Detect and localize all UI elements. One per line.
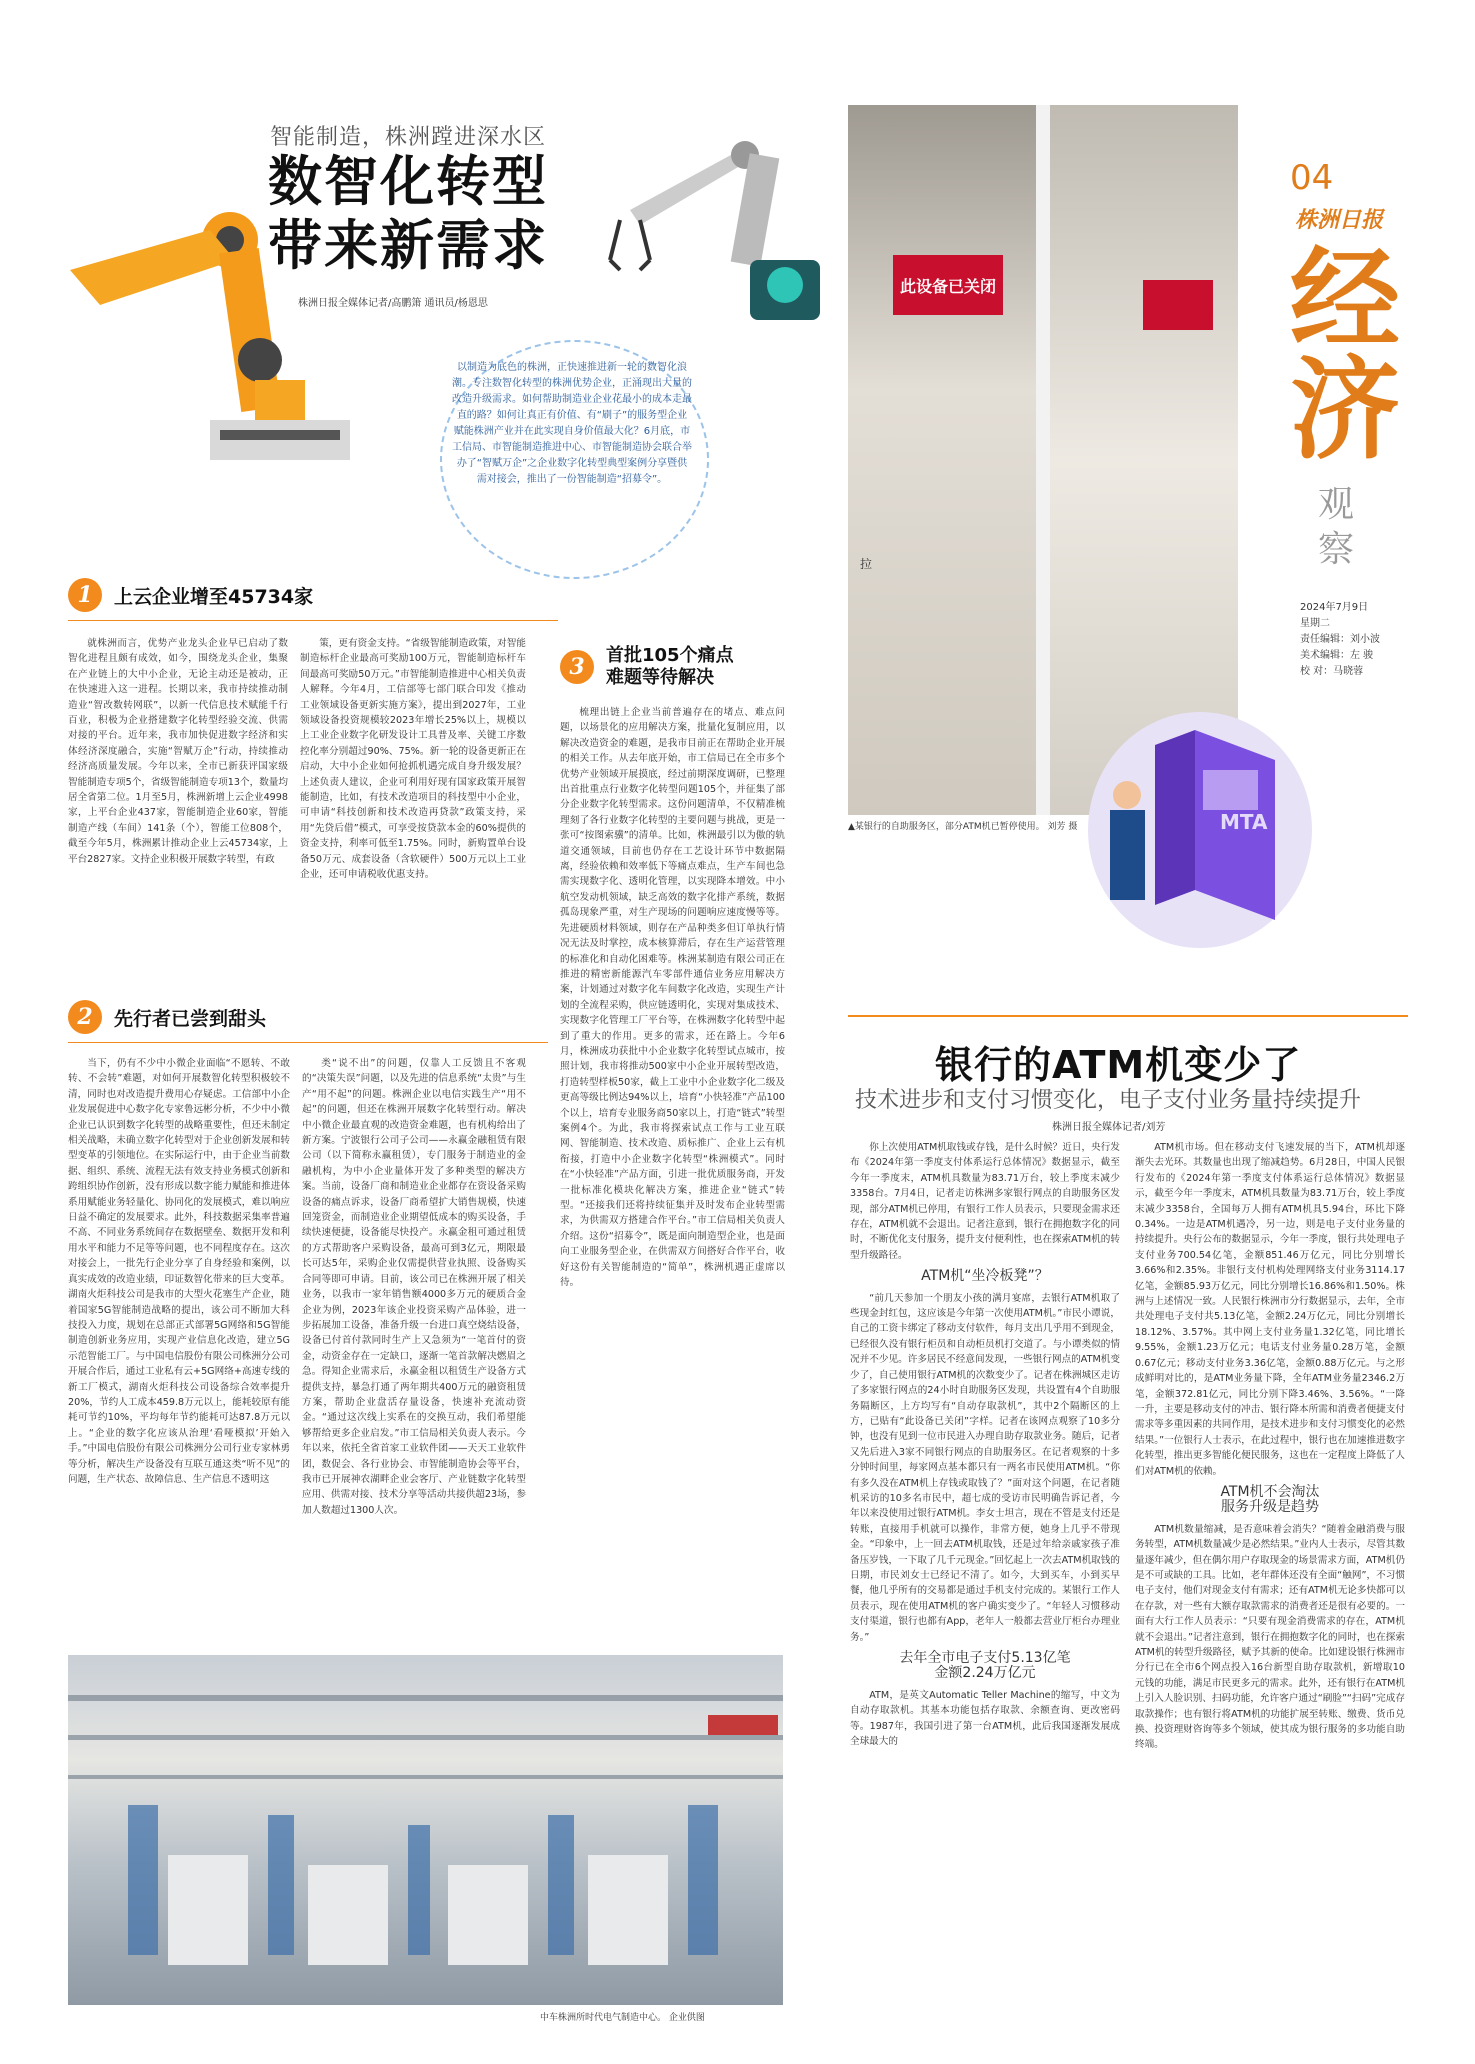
section-2-header bbox=[68, 1000, 266, 1034]
atm-article-top-rule bbox=[848, 1015, 1408, 1017]
atm-subheadline: 技术进步和支付习惯变化，电子支付业务量持续提升 bbox=[855, 1088, 1362, 1113]
pull-label: 拉 bbox=[860, 557, 873, 571]
masthead-info bbox=[1300, 600, 1380, 680]
atm-col1-end: ATM，是英文Automatic Teller Machine的缩写，中文为自动存取款机。其基本功能包括存取款、余额查询、更改密码等。1987年，我国引进了第一台ATM机，此后我国逐渐发展成全球最大的 bbox=[850, 1689, 1120, 1748]
observe-char-1: 观 bbox=[1318, 484, 1355, 525]
factory-photo-caption: 中车株洲所时代电气制造中心。 企业供图 bbox=[540, 2013, 705, 2023]
feature-intro: 以制造为底色的株洲，正快速推进新一轮的数智化浪潮。专注数智化转型的株洲优势企业，正涌现出大量的改造升级需求。如何帮助制造业企业花最小的成本走最直的路？如何让真正有价值、有“刷子”的服务型企业赋能株洲产业并在此实现自身价值最大化？6月底，市工信局、市智能制造推进中心、市智能制造协会联合举办了“智赋万企”之企业数字化转型典型案例分享暨供需对接会，推出了一份智能制造“招募令”。 bbox=[452, 362, 692, 485]
section-2-title: 先行者已尝到甜头 bbox=[114, 1007, 267, 1030]
factory-photo bbox=[68, 1655, 783, 2005]
issue-weekday: 星期二 bbox=[1300, 618, 1330, 629]
booth-left bbox=[848, 105, 1038, 815]
section-1-title: 上云企业增至45734家 bbox=[114, 585, 314, 608]
atm-subhead-3-line-1: ATM机不会淘汰 bbox=[1220, 1483, 1320, 1500]
atm-subhead-1: ATM机“坐冷板凳”？ bbox=[921, 1268, 1049, 1285]
section-1-column-2 bbox=[300, 636, 526, 971]
feature-byline: 株洲日报全媒体记者/高鹏箫 通讯员/杨恩思 bbox=[298, 298, 488, 309]
proofreader-credit: 校 对：马晓蓉 bbox=[1300, 666, 1364, 677]
page-number: 04 bbox=[1290, 158, 1334, 198]
section-3-text: 梳理出链上企业当前普遍存在的堵点、难点问题，以场景化的应用解决方案，批量化复制应用，以解决改造资金的难题，是我市目前正在帮助企业开展的相关工作。从去年底开始，市工信局已在全市多个优势产业领域开展摸底，经过前期深度调研，已整理出首批重点行业数字化转型问题105个，并征集了部分企业数字化转型需求。这份问题清单，不仅精准梳理刻了各行业数字化转型的主要问题与挑战，更是一张可“按图索骥”的清单。比如，株洲最引以为傲的轨道交通领域，目前也仍存在工艺设计环节中数据隔离，经验依赖和效率低下等痛点难点，生产车间也急需实现数字化、透明化管理，以实现降本增效。中小航空发动机领域，缺乏高效的数字化排产系统，数据孤岛现象严重，对生产现场的问题响应速度慢等等。先进硬质材料领域，则存在产品种类多但订单执行情况无法及时掌控，成本核算滞后，存在生产运营管理的标准化和自动化困难等。株洲某制造有限公司正在推进的精密新能源汽车零部件通信业务应用解决方案，计划通过对数字化车间数字化改造，实现生产计划的全流程采购，供应链透明化，实现对集成技术、实现数字化管理工厂平台等，在株洲数字化转型中起到了重大的作用。更多的需求，还在路上。今年6月，株洲成功获批中小企业数字化转型试点城市，按照计划，我市将推动500家中小企业开展转型改造，打造转型样板50家，截上工业中小企业数字化二级及更高等级比例达94%以上，培育“小快轻准”产品100个以上，培育专业服务商50家以上，打造“链式”转型案例4个。为此，我市将探索试点工作与工业互联网、智能制造、技术改造、质标推广、企业上云有机衔接，打造中小企业数字化转型“株洲模式”。同时在“小快轻准”产品方面，引进一批优质服务商，开发一批标准化模块化解决方案，推进企业“链式”转型。“还接我们还将持续征集并及时发布企业转型需求，为供需双方搭建合作平台。”市工信局相关负责人介绍。这份“招募令”，既是面向制造型企业，也是面向工业服务型企业，在供需双方间搭好合作平台，收好这份有关智能制造的“简单”，株洲机遇正虚席以待。 bbox=[560, 707, 785, 1289]
section-1-col1-text: 就株洲而言，优势产业龙头企业早已启动了数智化进程且颇有成效，如今，围绕龙头企业，集聚在产业链上的大中小企业，无论主动还是被动，正在快速进入这一进程。长期以来，我市持续推动制造业“智改数转网联”，以新一代信息技术赋能千行百业，积极为企业搭建数字化转型经验交流、供需对接的平台。近年来，我市加快促进数字经济和实体经济深度融合，实施“智赋万企”行动，持续推动经济高质量发展。今年以来，全市已新获评国家级智能制造专项5个，省级智能制造专项13个，数量均居全省第二位。1月至5月，株洲新增上云企业4998家，上平台企业437家，智能制造企业60家，智能制造产线（车间）141条（个），智能工位808个，截至今年5月，株洲累计推动企业上云45734家，上平台2827家。文持企业积极开展数字转型，有政 bbox=[68, 638, 288, 865]
robot-gripper-illustration bbox=[590, 120, 850, 330]
section-2-number: 2 bbox=[68, 1000, 102, 1034]
atm-column-1 bbox=[850, 1140, 1120, 2045]
feature-headline bbox=[268, 150, 548, 278]
section-2-col1-text: 当下，仍有不少中小微企业面临“不愿转、不敢转、不会转”难题，对如何开展数智化转型积极较不清，同时也对改造提升费用心存疑虑。工信部中小企业发展促进中心数字化专家鲁远彬分析，不少中小微企业已认识到数字化转型的战略重要性，但还未制定相关战略，未确立数字化转型对于企业创新发展和转型变革的引领地位。在实际运行中，由于企业当前数据、组织、系统、流程无法有效支持业务模式创新和跨组织协作创新，没有形成以数字能力赋能和推进体系用赋能业务轻量化、协同化的发展模式，难以响应日益不确定的发展要求。此外，科技数据采集率普遍不高、不同业务系统间存在数据壁垒、数据开发和利用水平和能力不足等等问题，也不同程度存在。这次对接会上，一批先行企业分享了自身经验和案例，以真实成效的改造业绩，印证数智化带来的巨大变革。湖南火炬科技公司是我市的大型火花塞生产企业，随着国家5G智能制造战略的提出，该公司不断加大科技投入力度，规划在总部正式部署5G网络和5G智能制造创新业务应用，实现产业信息化改造，建立5G示范智能工厂。与中国电信股份有限公司株洲分公司开展合作后，通过工业私有云+5G网络+高速专线的新工厂模式，湖南火炬科技公司设备综合效率提升20%，节约人工成本459.8万元以上，能耗较原有能耗可节约10%，平均每年节约能耗可达87.8万元以上。“企业的数字化应该从治理‘看哑模拟’开始入手。”中国电信股份有限公司株洲分公司行业专家林勇等分析，解决生产设备没有互联互通这类“听不见”的问题，生产状态、故障信息、生产信息不透明这 bbox=[68, 1058, 290, 1485]
column-char-2: 济 bbox=[1290, 345, 1400, 474]
feature-kicker: 智能制造，株洲蹚进深水区 bbox=[270, 125, 547, 150]
atm-column-2 bbox=[1135, 1140, 1405, 2045]
atm-subhead-2-line-1: 去年全市电子支付5.13亿笔 bbox=[899, 1650, 1071, 1666]
headline-line-2: 带来新需求 bbox=[268, 214, 548, 277]
editor-credit: 责任编辑：刘小波 bbox=[1300, 634, 1380, 645]
art-editor-credit: 美术编辑：左 骏 bbox=[1300, 650, 1374, 661]
issue-date: 2024年7月9日 bbox=[1300, 602, 1369, 613]
closed-sign: 此设备已关闭 bbox=[893, 255, 1003, 315]
observe-char-2: 察 bbox=[1318, 529, 1355, 570]
section-3-title bbox=[606, 645, 734, 689]
section-3-title-line-2: 难题等待解决 bbox=[606, 667, 714, 688]
section-2-column-2 bbox=[302, 1056, 526, 1641]
section-3-header bbox=[560, 645, 734, 689]
atm-illustration-label: MTA bbox=[1220, 810, 1268, 834]
atm-col2-end: ATM机数量缩减，是否意味着会消失？“随着金融消费与服务转型，ATM机数量减少是必然结果。”业内人士表示，尽管其数量逐年减少，但在偶尔用户存取现金的场景需求方面，ATM机仍是不可或缺的工具。比如，老年群体还没有全面“触网”，不习惯电子支付，他们对现金支付有需求；还有ATM机无论多快都可以在存款，对一些有大额存取款需求的消费者还是很有必要的。一面有大行工作人员表示：“只要有现金消费需求的存在，ATM机就不会退出。”记者注意到，银行在拥抱数字化的同时，也在探索ATM机的转型升级路径，赋予其新的使命。比如建设银行株洲市分行已在全市6个网点投入16台新型自助存取款机，新增取10元钱的功能，满足市民更多元的需求。此外，还有银行在ATM机上引入人脸识别、扫码功能，允许客户通过“刷脸”“扫码”完成存取款操作；也有银行将ATM机的功能扩展至转账、缴费、货币兑换、投资理财咨询等多个领域，使其成为银行服务的多功能自助终端。 bbox=[1135, 1523, 1405, 1751]
atm-col1-intro: 你上次使用ATM机取钱或存钱，是什么时候？近日，央行发布《2024年第一季度支付体系运行总体情况》数据显示，截至今年一季度末，ATM机具数量为83.71万台，较上季度末减少3358台。7月4日，记者走访株洲多家银行网点的自助服务区发现，部分ATM机已停用，有银行工作人员表示，只要现金需求还存在，ATM机就不会退出。记者注意到，银行在拥抱数字化的同时，不断优化支付服务，提升支付便利性，也在探索ATM机的转型升级路径。 bbox=[850, 1142, 1120, 1261]
atm-machine-illustration bbox=[1085, 690, 1315, 950]
section-1-column-1 bbox=[68, 636, 288, 971]
booth-frame bbox=[1036, 105, 1050, 815]
atm-photo-caption: ▲某银行的自助服务区，部分ATM机已暂停使用。 刘芳 摄 bbox=[848, 822, 1078, 832]
atm-subhead-2 bbox=[850, 1651, 1120, 1682]
section-1-number: 1 bbox=[68, 578, 102, 612]
section-3-column bbox=[560, 705, 785, 1650]
section-2-divider bbox=[68, 1042, 548, 1043]
atm-byline: 株洲日报全媒体记者/刘芳 bbox=[1052, 1122, 1166, 1133]
atm-col2-body: ATM机市场。但在移动支付飞速发展的当下，ATM机却逐渐失去光环。其数量也出现了缩减趋势。6月28日，中国人民银行发布的《2024年第一季度支付体系运行总体情况》数据显示，截至今年一季度末，ATM机具数量为83.71万台，较上季度末减少3358台，全国每万人拥有ATM机具5.94台，环比下降0.34%。一边是ATM机遇冷，另一边，则是电子支付业务量的持续提升。央行公布的数据显示，今年一季度，银行共处理电子支付业务700.54亿笔，金额851.46万亿元，同比分别增长3.66%和2.35%。非银行支付机构处理网络支付业务3114.17亿笔，金额85.93万亿元，同比分别增长16.86%和1.50%。株洲与上述情况一致。人民银行株洲市分行数据显示，去年，全市共处理电子支付共5.13亿笔，金额2.24万亿元，同比分别增长18.12%、3.57%。其中网上支付业务量1.32亿笔，同比增长9.55%，金额1.23万亿元；电话支付业务量0.28万笔，金额0.67亿元；移动支付业务3.36亿笔，金额0.88万亿元。与之形成鲜明对比的，是ATM业务量下降，全年ATM业务量2346.2万笔，金额372.81亿元，同比分别下降3.46%、3.56%。“一降一升，主要是移动支付的冲击、银行降本所需和消费者便捷支付需求等多重因素的共同作用，是技术进步和支付习惯变化的必然结果。”一位银行人士表示，在此过程中，银行也在加速推进数字化转型，推出更多智能化便民服务，这也在一定程度上降低了人们对ATM机的依赖。 bbox=[1135, 1142, 1405, 1477]
atm-subhead-2-line-2: 金额2.24万亿元 bbox=[934, 1665, 1036, 1682]
paper-name: 株洲日报 bbox=[1295, 208, 1384, 233]
section-1-header bbox=[68, 578, 313, 612]
closed-sign-right bbox=[1143, 280, 1213, 330]
atm-subhead-3-line-2: 服务升级是趋势 bbox=[1221, 1499, 1319, 1516]
atm-col1-body: “前几天参加一个朋友小孩的满月宴席，去银行ATM机取了些现金封红包，这应该是今年第一次使用ATM机。”市民小谭说，自己的工资卡绑定了移动支付软件，每月支出几乎用不到现金，已经很久没有银行柜员和自动柜员机打交道了。与小谭类似的情况并不少见。许多居民不经意间发现，一些银行网点的ATM机变少了，自己使用银行ATM机的次数变少了。记者在株洲城区走访了多家银行网点的24小时自助服务区发现，共设置有4个自助服务隔断区，上方均写有“自动存取款机”，其中2个隔断区的上方，已贴有“此设备已关闭”字样。记者在该网点观察了10多分钟，也没有见到一位市民进入办理自助存取款业务。随后，记者又先后进入3家不同银行网点的自助服务区。在记者观察的十多分钟时间里，每家网点基本都只有一两名市民使用ATM机。“你有多久没在ATM机上存钱或取钱了？”面对这个问题，在记者随机采访的10多名市民中，超七成的受访市民明确告诉记者，今年以来没使用过银行ATM机。李女士坦言，现在不管是支付还是转账，直接用手机就可以操作，非常方便，她身上几乎不带现金。“印象中，上一回去ATM机取钱，还是过年给亲戚家孩子准备压岁钱，一下取了几千元现金。”回忆起上一次去ATM机取钱的日期，市民刘女士已经记不清了。如今，大到买车，小到买早餐，他几乎所有的交易都是通过手机支付完成的。某银行工作人员表示，现在使用ATM机的客户确实变少了。“年轻人习惯移动支付渠道，银行也都有App，老年人一般都去营业厅柜台办理业务。” bbox=[850, 1292, 1120, 1643]
section-1-divider bbox=[68, 620, 558, 621]
column-char-1: 经 bbox=[1290, 235, 1400, 364]
section-2-column-1 bbox=[68, 1056, 290, 1641]
section-3-number: 3 bbox=[560, 650, 594, 684]
section-3-title-line-1: 首批105个痛点 bbox=[606, 645, 734, 666]
section-1-col2-text: 策，更有资金支持。“省级智能制造政策，对智能制造标杆企业最高可奖励100万元，智能制造标杆车间最高可奖励50万元。”市智能制造推进中心相关负责人解释。今年4月，工信部等七部门联合印发《推动工业领域设备更新实施方案》，提出到2027年，工业领域设备投资规模较2023年增长25%以上，规模以上工业企业数字化研发设计工具普及率、关键工序数控化率分别超过90%、75%。新一轮的设备更新正在启动，大中小企业如何抢抓机遇完成自身升级发展？上述负责人建议，企业可利用好现有国家政策开展智能制造，比如，有技术改造项目的科技型中小企业，可申请“科技创新和技术改造再贷款”政策支持，采用“先贷后借”模式，可享受按贷款本金的60%提供的资金支持，利率可低至1.75%。同时，新购置单台设备50万元、成套设备（含软硬件）500万元以上工业企业，还可申请税收优惠支持。 bbox=[300, 638, 526, 881]
atm-headline: 银行的ATM机变少了 bbox=[935, 1043, 1302, 1087]
section-2-col2-text: 类“说不出”的问题，仅靠人工反馈且不客观的“决策失误”问题，以及先进的信息系统“太贵”与生产“用不起”的问题。株洲企业以电信实践生产“用不起”的问题，但还在株洲开展数字化转型行动。解决中小微企业最直观的改造资金难题，也有机构给出了新方案。宁波银行公司子公司——永赢金融租赁有限公司（以下简称永赢租赁），专门服务于制造业的金融机构，为中小企业量体开发了多种类型的解决方案。当前，设备厂商和制造业企业都存在资设备采购设备的痛点诉求，设备厂商希望扩大销售规模，快速回笼资金，而制造业企业期望低成本的购买设备，手续快速便捷，设备能尽快投产。永赢金租可通过租赁的方式帮助客户采购设备，最高可到3亿元，期限最长可达5年，采购企业仅需提供营业执照、设备购买合同等即可申请。目前，该公司已在株洲开展了相关业务，以我市一家年销售额4000多万元的硬质合金企业为例，2023年该企业投资采购产品体验，进一步拓展加工设备，准备升级一台进口真空烧结设备，设备已付首付款同时生产上又急须为“一笔首付的资金，动资金存在一定缺口，逐渐一笔首款解决燃眉之急。得知企业需求后，永赢金租以租赁生产设备方式提供支持，暴急打通了两年期共400万元的融资租赁方案，帮助企业盘活存量设备，快速补充流动资金。“通过这次线上实系在的交换互动，我们希望能够帮给更多企业启发。”市工信局相关负责人表示。今年以来，依托全省首家工业软件团——天天工业软件团，数促会、各行业协会、市智能制造协会等平台，我市已开展神农湖畔企业会客厅、产业链数字化转型应用、供需对接、技术分享等活动共接供超23场，参加人数超过1300人次。 bbox=[302, 1058, 526, 1516]
atm-subhead-3 bbox=[1135, 1485, 1405, 1516]
headline-line-1: 数智化转型 bbox=[268, 150, 548, 213]
